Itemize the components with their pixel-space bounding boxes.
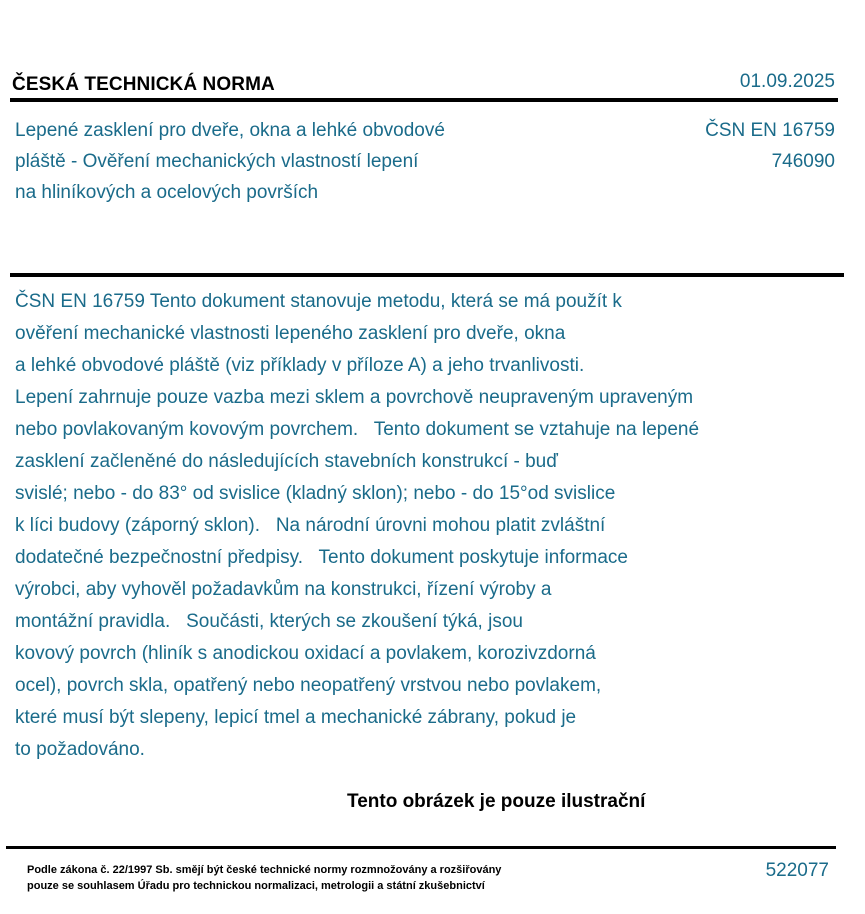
abstract-line: výrobci, aby vyhověl požadavkům na konstrukci, řízení výroby a xyxy=(15,579,552,600)
document-title-line: Lepené zasklení pro dveře, okna a lehké obvodové xyxy=(15,120,445,141)
document-title-line: na hliníkových a ocelových površích xyxy=(15,182,319,203)
abstract-line: ověření mechanické vlastnosti lepeného zasklení pro dveře, okna xyxy=(15,323,566,344)
abstract-line: nebo povlakovaným kovovým povrchem. Tento dokument se vztahuje na lepené xyxy=(15,419,700,440)
abstract-line: ČSN EN 16759 Tento dokument stanovuje metodu, která se má použít k xyxy=(15,291,622,312)
abstract-line: které musí být slepeny, lepicí tmel a mechanické zábrany, pokud je xyxy=(15,707,577,728)
abstract-line: kovový povrch (hliník s anodickou oxidací a povlakem, korozivzdorná xyxy=(15,643,596,664)
page-title: ČESKÁ TECHNICKÁ NORMA xyxy=(12,74,275,95)
document-title xyxy=(15,115,575,208)
abstract-line: svislé; nebo - do 83° od svislice (kladný sklon); nebo - do 15°od svislice xyxy=(15,483,616,504)
publication-date: 01.09.2025 xyxy=(739,71,835,92)
standard-code: ČSN EN 16759 xyxy=(705,120,835,141)
footer-divider xyxy=(6,846,836,849)
legal-notice xyxy=(27,862,501,894)
document-number: 522077 xyxy=(765,860,829,881)
document-title-line: pláště - Ověření mechanických vlastností lepení xyxy=(15,151,419,172)
legal-notice-line: pouze se souhlasem Úřadu pro technickou normalizaci, metrologii a státní zkušebnictví xyxy=(27,880,485,892)
standard-identifiers xyxy=(705,115,835,177)
header-divider xyxy=(10,98,838,102)
classification-number: 746090 xyxy=(771,151,835,172)
abstract-line: dodatečné bezpečnostní předpisy. Tento dokument poskytuje informace xyxy=(15,547,628,568)
abstract-line: Lepení zahrnuje pouze vazba mezi sklem a povrchově neupraveným upraveným xyxy=(15,387,694,408)
abstract-text xyxy=(15,286,815,766)
illustration-note: Tento obrázek je pouze ilustrační xyxy=(347,791,646,812)
legal-notice-line: Podle zákona č. 22/1997 Sb. smějí být české technické normy rozmnožovány a rozšiřovány xyxy=(27,864,502,876)
abstract-line: montážní pravidla. Součásti, kterých se zkoušení týká, jsou xyxy=(15,611,523,632)
abstract-line: k líci budovy (záporný sklon). Na národní úrovni mohou platit zvláštní xyxy=(15,515,606,536)
section-divider xyxy=(10,273,844,277)
abstract-line: to požadováno. xyxy=(15,739,145,760)
abstract-line: zasklení začleněné do následujících stavebních konstrukcí - buď xyxy=(15,451,558,472)
abstract-line: ocel), povrch skla, opatřený nebo neopatřený vrstvou nebo povlakem, xyxy=(15,675,602,696)
abstract-line: a lehké obvodové pláště (viz příklady v příloze A) a jeho trvanlivosti. xyxy=(15,355,585,376)
